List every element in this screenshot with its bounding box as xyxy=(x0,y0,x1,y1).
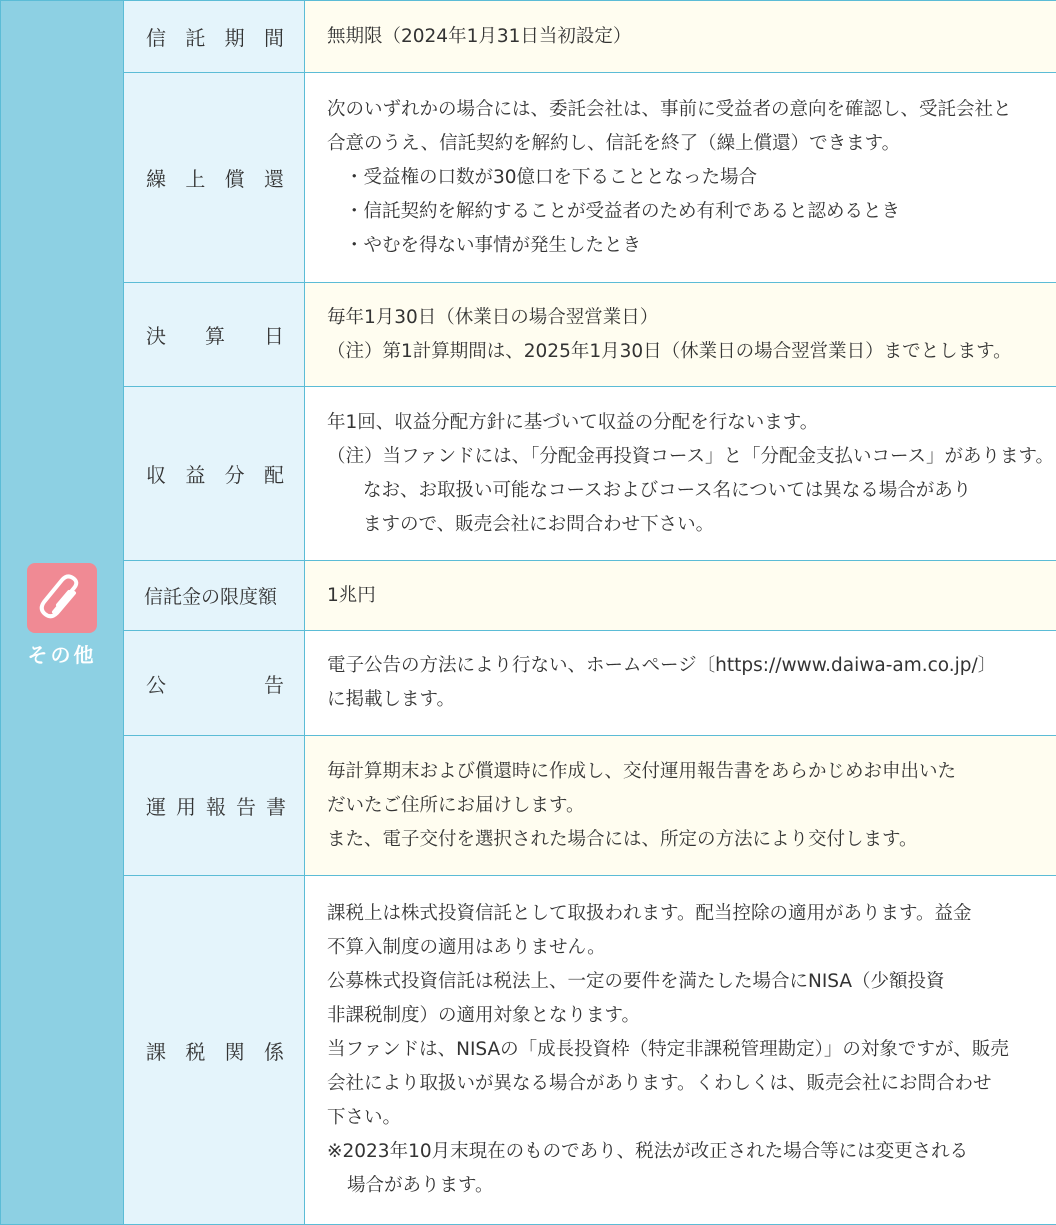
row-label-char: 公 xyxy=(146,672,166,697)
row-label-char: 係 xyxy=(263,1039,284,1064)
row-label-char: 関 xyxy=(224,1039,245,1064)
info-table xyxy=(124,1,1056,1224)
note-continuation: ますので、販売会社にお問合わせ下さい。 xyxy=(363,513,715,535)
row-label-char: 算 xyxy=(205,324,225,348)
row-trust-period xyxy=(124,1,1056,73)
row-distribution xyxy=(124,387,1056,561)
row-label-char: 用 xyxy=(176,795,196,819)
row-label-char: 課 xyxy=(146,1039,166,1064)
value-line: 会社により取扱いが異なる場合があります。くわしくは、販売会社にお問合わせ xyxy=(327,1073,992,1094)
row-label xyxy=(124,876,305,1224)
row-label xyxy=(124,1,305,72)
value-line: また、電子交付を選択された場合には、所定の方法により交付します。 xyxy=(327,828,918,850)
row-value xyxy=(305,736,1056,875)
row-label-char: 配 xyxy=(263,463,284,487)
row-label-char: 報 xyxy=(206,795,226,819)
row-label-char: 収 xyxy=(146,463,166,487)
row-value xyxy=(305,1,1056,72)
row-label-char: 税 xyxy=(185,1039,206,1064)
footnote-continuation: 場合があります。 xyxy=(347,1175,494,1196)
row-label xyxy=(124,283,305,386)
row-label-char: 告 xyxy=(264,672,284,697)
value-line: 当ファンドは、NISAの「成長投資枠（特定非課税管理勘定）」の対象ですが、販売 xyxy=(327,1039,1009,1060)
value-line: 毎年1月30日（休業日の場合翌営業日） xyxy=(327,306,659,328)
section-sidebar xyxy=(1,1,124,1224)
value-line: 年1回、収益分配方針に基づいて収益の分配を行ないます。 xyxy=(327,411,819,433)
paperclip-icon xyxy=(36,572,88,624)
note-line: （注）当ファンドには、「分配金再投資コース」と「分配金支払いコース」があります。 xyxy=(327,445,1055,467)
note-continuation: なお、お取扱い可能なコースおよびコース名については異なる場合があり xyxy=(363,479,972,501)
section-label: その他 xyxy=(27,643,97,667)
row-label-char: 運 xyxy=(146,795,166,819)
row-settlement-date xyxy=(124,283,1056,387)
row-label-char: 託 xyxy=(185,26,206,50)
row-management-report xyxy=(124,736,1056,876)
row-label-char: 益 xyxy=(185,463,206,487)
row-label-char: 上 xyxy=(185,167,206,191)
value-line: だいたご住所にお届けします。 xyxy=(327,794,585,816)
row-label-char: 繰 xyxy=(146,167,166,191)
value-line: 合意のうえ、信託契約を解約し、信託を終了（繰上償還）できます。 xyxy=(327,132,901,154)
value-line: 下さい。 xyxy=(327,1107,402,1128)
value-line: 課税上は株式投資信託として取扱われます。配当控除の適用があります。益金 xyxy=(327,903,972,924)
row-label-char: 告 xyxy=(236,795,256,819)
bullet-item: ・信託契約を解約することが受益者のため有利であると認めるとき xyxy=(345,200,901,222)
value-line: 毎計算期末および償還時に作成し、交付運用報告書をあらかじめお申出いた xyxy=(327,760,957,782)
row-label-char: 期 xyxy=(224,26,245,50)
row-label xyxy=(124,387,305,560)
section-badge xyxy=(27,563,97,633)
row-value xyxy=(305,283,1056,386)
row-label-char: 信 xyxy=(146,26,166,50)
row-label-char: 間 xyxy=(263,26,284,50)
row-label-char: 決 xyxy=(146,324,166,348)
row-label-char: 日 xyxy=(264,324,284,348)
row-value xyxy=(305,387,1056,560)
row-trust-limit xyxy=(124,561,1056,631)
row-public-notice xyxy=(124,631,1056,736)
value-line: 非課税制度）の適用対象となります。 xyxy=(327,1005,641,1026)
bullet-item: ・やむを得ない事情が発生したとき xyxy=(345,234,642,256)
value-line: 無期限（2024年1月31日当初設定） xyxy=(327,25,632,47)
row-label xyxy=(124,73,305,282)
row-label xyxy=(124,736,305,875)
row-label-char: 償 xyxy=(224,167,245,191)
row-value xyxy=(305,631,1056,735)
row-value xyxy=(305,561,1056,630)
value-line: 1兆円 xyxy=(327,584,376,606)
row-label-char: 分 xyxy=(224,463,245,487)
value-line: 公募株式投資信託は税法上、一定の要件を満たした場合にNISA（少額投資 xyxy=(327,971,945,992)
row-label: 信託金の限度額 xyxy=(124,561,305,630)
row-early-redemption xyxy=(124,73,1056,283)
bullet-item: ・受益権の口数が30億口を下ることとなった場合 xyxy=(345,166,758,188)
row-value xyxy=(305,73,1056,282)
footnote-line: ※2023年10月末現在のものであり、税法が改正された場合等には変更される xyxy=(327,1141,969,1162)
value-line: 電子公告の方法により行ない、ホームページ〔https://www.daiwa-am.co.jp/〕 xyxy=(327,655,997,676)
value-line: に掲載します。 xyxy=(327,689,456,710)
row-label-char: 書 xyxy=(266,795,286,819)
value-line: 次のいずれかの場合には、委託会社は、事前に受益者の意向を確認し、受託会社と xyxy=(327,98,1012,120)
value-line: 不算入制度の適用はありません。 xyxy=(327,937,606,958)
row-value xyxy=(305,876,1056,1224)
row-label xyxy=(124,631,305,735)
row-taxation xyxy=(124,876,1056,1224)
row-label-char: 還 xyxy=(263,167,284,191)
note-line: （注）第1計算期間は、2025年1月30日（休業日の場合翌営業日）までとします。 xyxy=(327,340,1012,362)
